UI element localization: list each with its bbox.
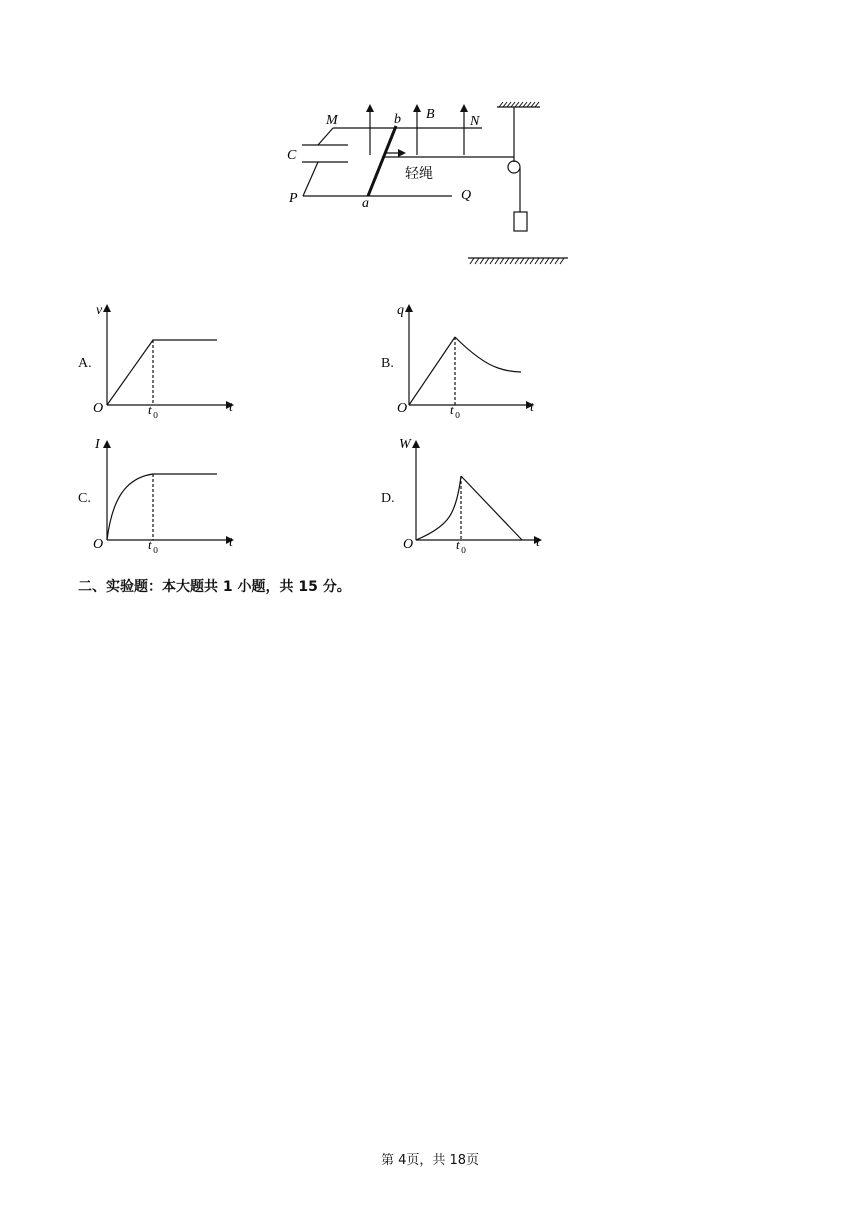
graph-d-t0: t — [456, 537, 460, 552]
graph-c-origin: O — [93, 537, 104, 552]
label-c: C — [287, 148, 297, 163]
label-a: a — [362, 196, 369, 211]
option-c-label: C. — [78, 491, 91, 506]
graph-c-t0-sub: 0 — [153, 546, 159, 555]
graph-d-rise — [416, 476, 461, 540]
graph-d-x-label: t — [536, 535, 540, 550]
graph-d-y-label: W — [399, 437, 411, 452]
label-q: Q — [461, 188, 472, 203]
option-d-label: D. — [381, 491, 395, 506]
graph-c-y-label: I — [95, 437, 100, 452]
graph-c-t0: t — [148, 537, 152, 552]
graph-b-y-label: q — [397, 303, 404, 318]
graph-c — [93, 437, 234, 555]
graph-b-decay — [455, 337, 521, 372]
graph-b-t0-sub: 0 — [455, 411, 461, 420]
graph-b — [397, 303, 535, 420]
label-p: P — [289, 191, 298, 206]
graph-a — [93, 303, 234, 420]
graph-a-curve — [107, 340, 217, 405]
graph-a-y-label: v — [96, 303, 103, 318]
label-light-rope: 轻绳 — [405, 166, 433, 182]
graph-a-t0: t — [148, 402, 152, 417]
graph-b-rise — [409, 337, 455, 405]
graph-a-x-label: t — [229, 400, 233, 415]
graph-b-x-label: t — [530, 400, 534, 415]
graph-d — [399, 437, 541, 555]
graph-a-origin: O — [93, 401, 104, 416]
graph-b-origin: O — [397, 401, 408, 416]
graph-a-t0-sub: 0 — [153, 411, 159, 420]
graph-d-origin: O — [403, 537, 414, 552]
graph-c-x-label: t — [229, 535, 233, 550]
graph-d-fall — [461, 476, 522, 540]
label-b-field: B — [426, 107, 435, 122]
label-m: M — [326, 113, 338, 128]
graph-d-t0-sub: 0 — [461, 546, 467, 555]
label-b-lower: b — [394, 112, 401, 127]
section-heading: 二、实验题：本大题共 1 小题，共 15 分。 — [78, 579, 351, 595]
label-n: N — [470, 114, 480, 129]
option-a-label: A. — [78, 356, 92, 371]
option-b-label: B. — [381, 356, 394, 371]
graph-b-t0: t — [450, 402, 454, 417]
page-footer: 第 4页，共 18页 — [380, 1153, 480, 1168]
graph-c-curve — [107, 474, 217, 540]
option-graphs — [0, 0, 860, 560]
